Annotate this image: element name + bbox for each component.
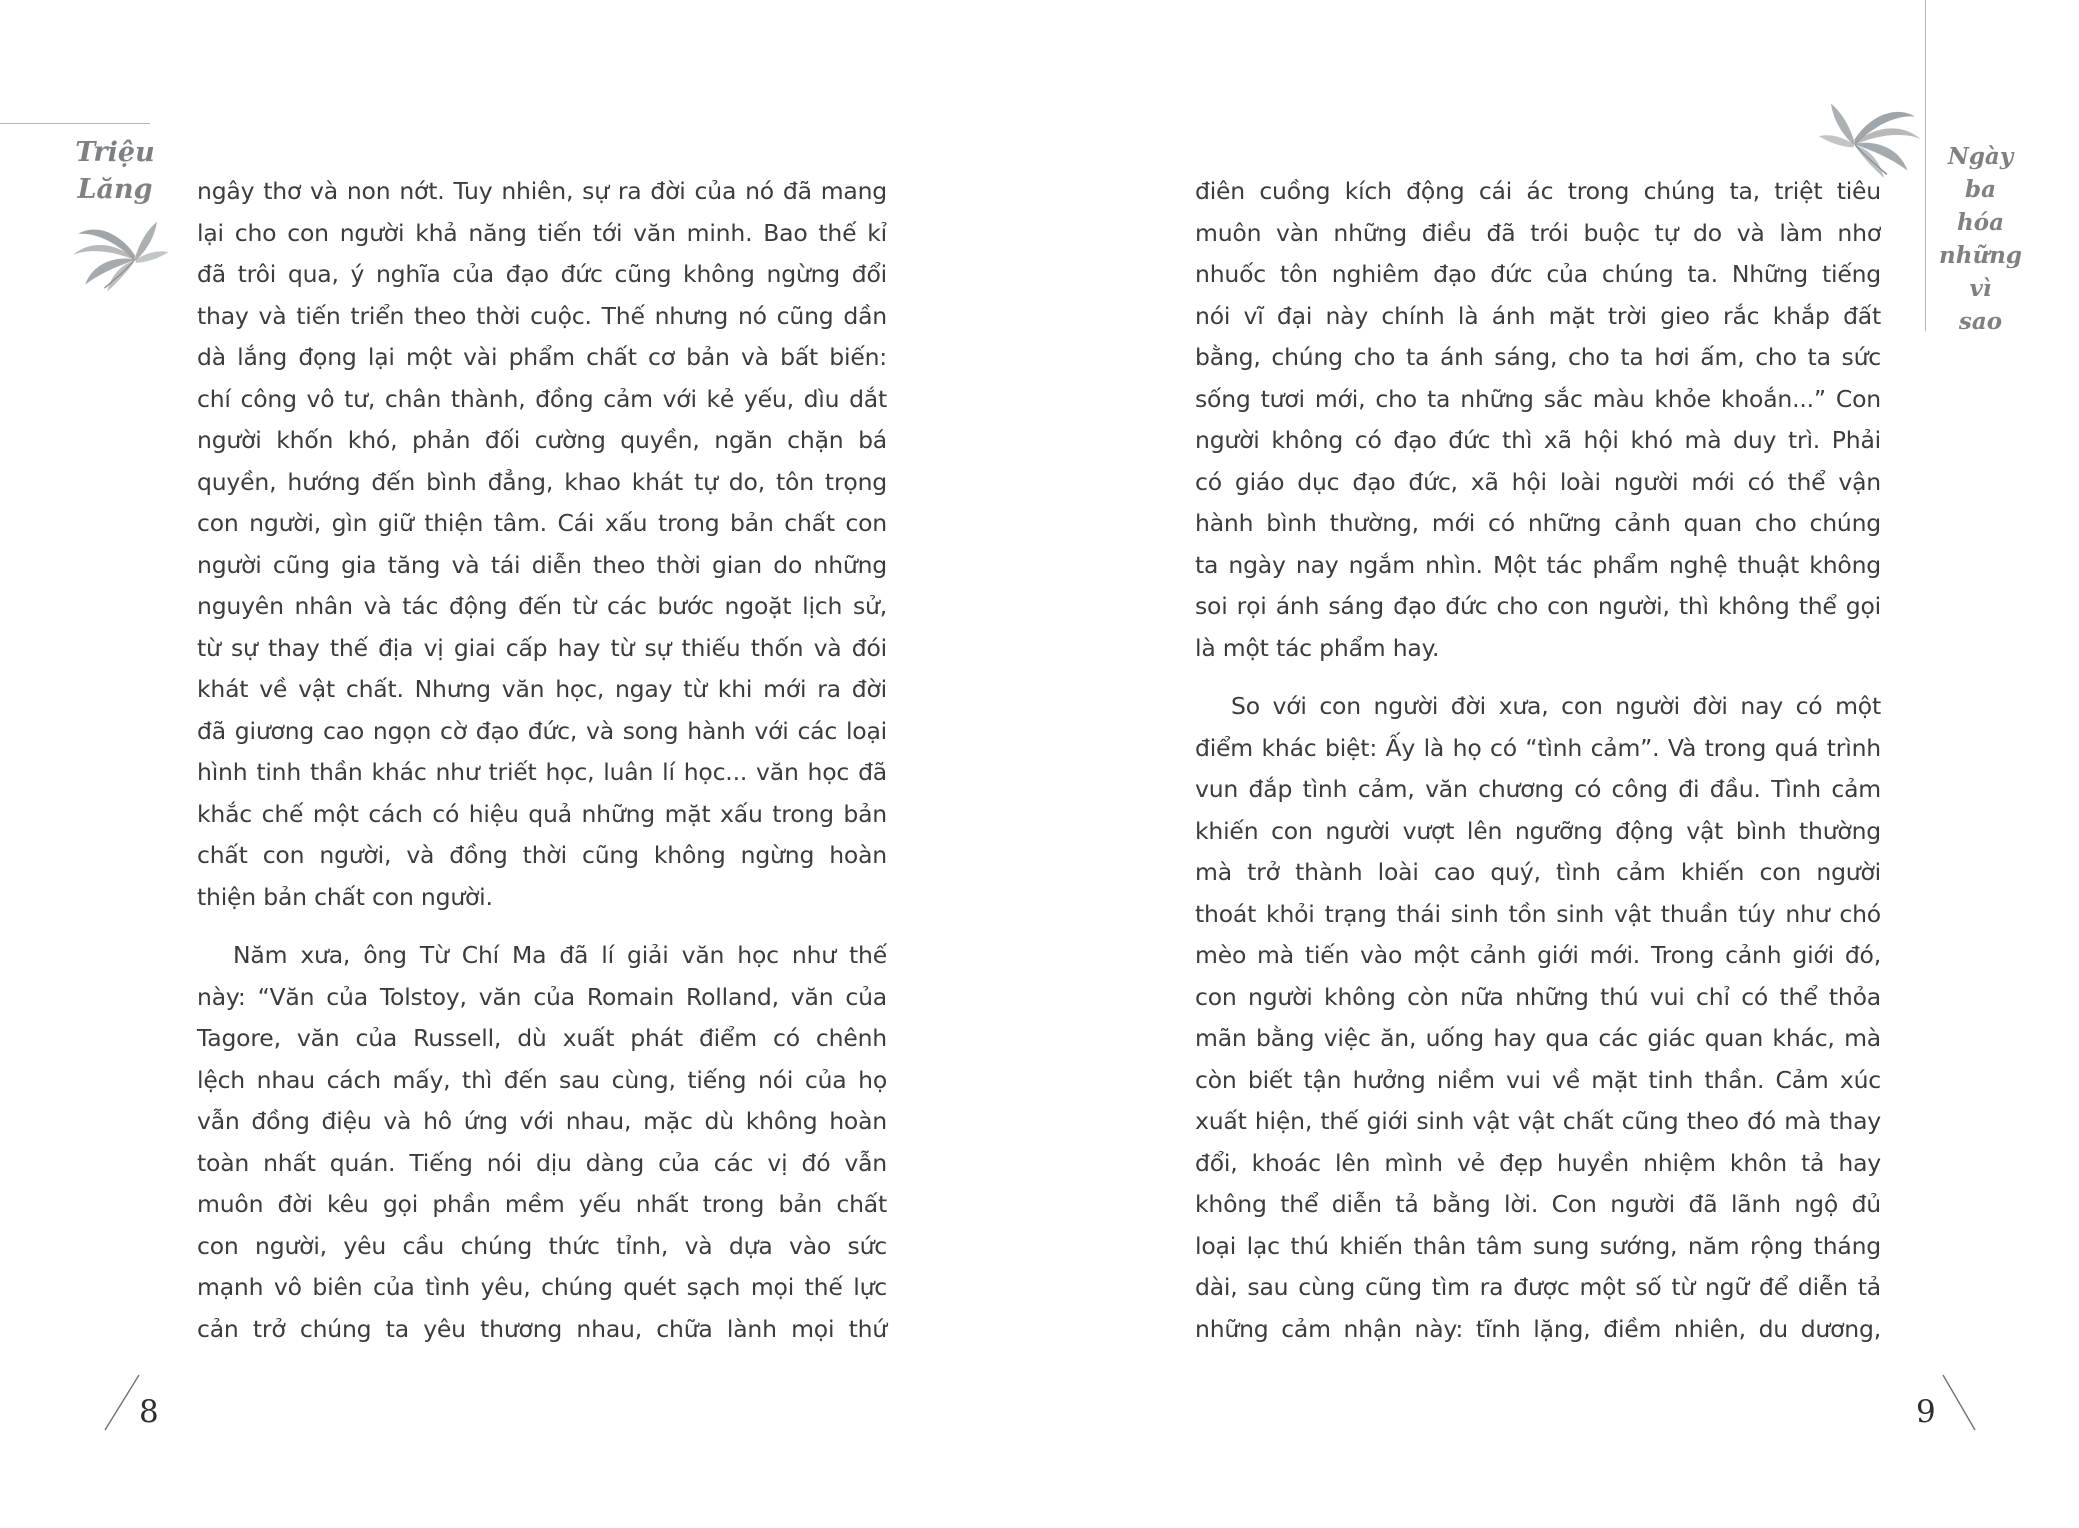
text-line: bằng, chúng cho ta ánh sáng, cho ta hơi ấm, cho ta sức <box>1195 343 1881 371</box>
text-line: xuất hiện, thế giới sinh vật vật chất cũng theo đó mà thay <box>1195 1107 1881 1135</box>
text-line: ngây thơ và non nớt. Tuy nhiên, sự ra đời của nó đã mang <box>197 177 887 205</box>
chapter-label-line: sao <box>1958 308 2003 335</box>
text-line: đã trôi qua, ý nghĩa của đạo đức cũng không ngừng đổi <box>197 260 887 288</box>
text-line: toàn nhất quán. Tiếng nói dịu dàng của các vị đó vẫn <box>197 1148 887 1177</box>
page-number-left: 8 <box>139 1394 159 1430</box>
text-line: người khốn khó, phản đối cường quyền, ngăn chặn bá <box>197 426 887 454</box>
text-line: điên cuồng kích động cái ác trong chúng ta, triệt tiêu <box>1195 177 1881 205</box>
text-line: nói vĩ đại này chính là ánh mặt trời gieo rắc khắp đất <box>1195 301 1881 330</box>
author-margin-label <box>55 134 175 208</box>
text-line: thoát khỏi trạng thái sinh tồn sinh vật thuần túy như chó <box>1195 899 1881 928</box>
text-line: lại cho con người khả năng tiến tới văn minh. Bao thế kỉ <box>197 218 887 247</box>
text-line: này: “Văn của Tolstoy, văn của Romain Rolland, văn của <box>197 982 887 1011</box>
text-line: cản trở chúng ta yêu thương nhau, chữa lành mọi thứ <box>197 1314 887 1343</box>
text-line: không thể diễn tả bằng lời. Con người đã lãnh ngộ đủ <box>1195 1190 1881 1218</box>
text-line: vẫn đồng điệu và hô ứng với nhau, mặc dù không hoàn <box>197 1107 887 1135</box>
text-line: mèo mà tiến vào một cảnh giới mới. Trong cảnh giới đó, <box>1195 941 1881 969</box>
text-line: khắc chế một cách có hiệu quả những mặt xấu trong bản <box>197 799 887 828</box>
text-line: mạnh vô biên của tình yêu, chúng quét sạch mọi thế lực <box>197 1273 887 1301</box>
text-line: nguyên nhân và tác động đến từ các bước ngoặt lịch sử, <box>197 592 887 620</box>
text-line: mà trở thành loài cao quý, tình cảm khiến con người <box>1195 858 1881 886</box>
page-number-right: 9 <box>1916 1394 1936 1430</box>
author-label-line: Triệu <box>75 137 155 168</box>
text-line: đổi, khoác lên mình vẻ đẹp huyền nhiệm khôn tả hay <box>1195 1148 1881 1177</box>
text-line: khiến con người vượt lên ngưỡng động vật bình thường <box>1195 816 1881 845</box>
chapter-label-line: ba <box>1965 176 1996 203</box>
text-line: hình tinh thần khác như triết học, luân lí học... văn học đã <box>197 758 887 786</box>
text-line: khát về vật chất. Nhưng văn học, ngay từ khi mới ra đời <box>197 675 887 703</box>
text-line: con người, yêu cầu chúng thức tỉnh, và dựa vào sức <box>197 1231 887 1260</box>
right-page-text-column <box>1195 171 1881 1350</box>
text-line: thay và tiến triển theo thời cuộc. Thế nhưng nó cũng dần <box>197 301 887 330</box>
text-line: chất con người, và đồng thời cũng không ngừng hoàn <box>197 841 887 869</box>
text-line: con người không còn nữa những thú vui chỉ có thể thỏa <box>1195 982 1881 1011</box>
author-label-line: Lăng <box>77 174 153 205</box>
text-line: Năm xưa, ông Từ Chí Ma đã lí giải văn học như thế <box>233 941 887 969</box>
left-page-text-column <box>197 171 887 1350</box>
text-line: những cảm nhận này: tĩnh lặng, điềm nhiên, du dương, <box>1195 1314 1881 1343</box>
text-line: So với con người đời xưa, con người đời nay có một <box>1231 692 1881 720</box>
text-line: có giáo dục đạo đức, xã hội loài người mới có thể vận <box>1195 467 1881 496</box>
text-line: sống tươi mới, cho ta những sắc màu khỏe khoắn...” Con <box>1195 384 1881 413</box>
text-line: nhuốc tôn nghiêm đạo đức của chúng ta. Những tiếng <box>1195 260 1881 288</box>
paragraph <box>1195 171 1881 669</box>
bamboo-leaves-icon <box>66 214 171 294</box>
text-line: con người, gìn giữ thiện tâm. Cái xấu trong bản chất con <box>197 509 887 537</box>
text-line: ta ngày nay ngắm nhìn. Một tác phẩm nghệ thuật không <box>1195 550 1881 579</box>
page-number-slash-ornament <box>102 1372 144 1434</box>
chapter-label-line: hóa <box>1957 209 2004 236</box>
text-line: muôn đời kêu gọi phần mềm yếu nhất trong bản chất <box>197 1190 887 1218</box>
chapter-label-line: Ngày <box>1947 143 2014 170</box>
text-line: là một tác phẩm hay. <box>1195 633 1440 662</box>
paragraph <box>197 935 887 1350</box>
bamboo-leaves-icon <box>1816 96 1928 180</box>
text-line: mãn bằng việc ăn, uống hay qua các giác quan khác, mà <box>1195 1024 1881 1052</box>
page-number-slash-ornament <box>1938 1372 1980 1434</box>
text-line: chí công vô tư, chân thành, đồng cảm với kẻ yếu, dìu dắt <box>197 384 887 413</box>
text-line: muôn vàn những điều đã trói buộc tự do và làm nhơ <box>1195 218 1881 247</box>
text-line: Tagore, văn của Russell, dù xuất phát điểm có chênh <box>197 1024 887 1052</box>
text-line: loại lạc thú khiến thân tâm sung sướng, năm rộng tháng <box>1195 1231 1881 1260</box>
text-line: thiện bản chất con người. <box>197 882 493 911</box>
text-line: người cũng gia tăng và tái diễn theo thời gian do những <box>197 550 887 579</box>
text-line: hành bình thường, mới có những cảnh quan cho chúng <box>1195 509 1881 537</box>
text-line: đã giương cao ngọn cờ đạo đức, và song hành với các loại <box>197 716 887 745</box>
text-line: người không có đạo đức thì xã hội khó mà duy trì. Phải <box>1195 426 1881 454</box>
text-line: lệch nhau cách mấy, thì đến sau cùng, tiếng nói của họ <box>197 1065 887 1094</box>
chapter-margin-label <box>1933 140 2028 338</box>
text-line: quyền, hướng đến bình đẳng, khao khát tự do, tôn trọng <box>197 467 887 496</box>
paragraph <box>1195 686 1881 1350</box>
text-line: soi rọi ánh sáng đạo đức cho con người, thì không thể gọi <box>1195 592 1881 620</box>
text-line: điểm khác biệt: Ấy là họ có “tình cảm”. Và trong quá trình <box>1195 733 1881 762</box>
text-line: dà lắng đọng lại một vài phẩm chất cơ bản và bất biến: <box>197 343 887 371</box>
text-line: từ sự thay thế địa vị giai cấp hay từ sự thiếu thốn và đói <box>197 633 887 662</box>
top-left-rule <box>0 123 150 124</box>
chapter-label-line: những <box>1939 242 2022 269</box>
text-line: dài, sau cùng cũng tìm ra được một số từ ngữ để diễn tả <box>1195 1273 1881 1301</box>
paragraph <box>197 171 887 918</box>
text-line: còn biết tận hưởng niềm vui về mặt tinh thần. Cảm xúc <box>1195 1065 1881 1094</box>
text-line: vun đắp tình cảm, văn chương có công đi đầu. Tình cảm <box>1195 775 1881 803</box>
chapter-label-line: vì <box>1969 275 1992 302</box>
